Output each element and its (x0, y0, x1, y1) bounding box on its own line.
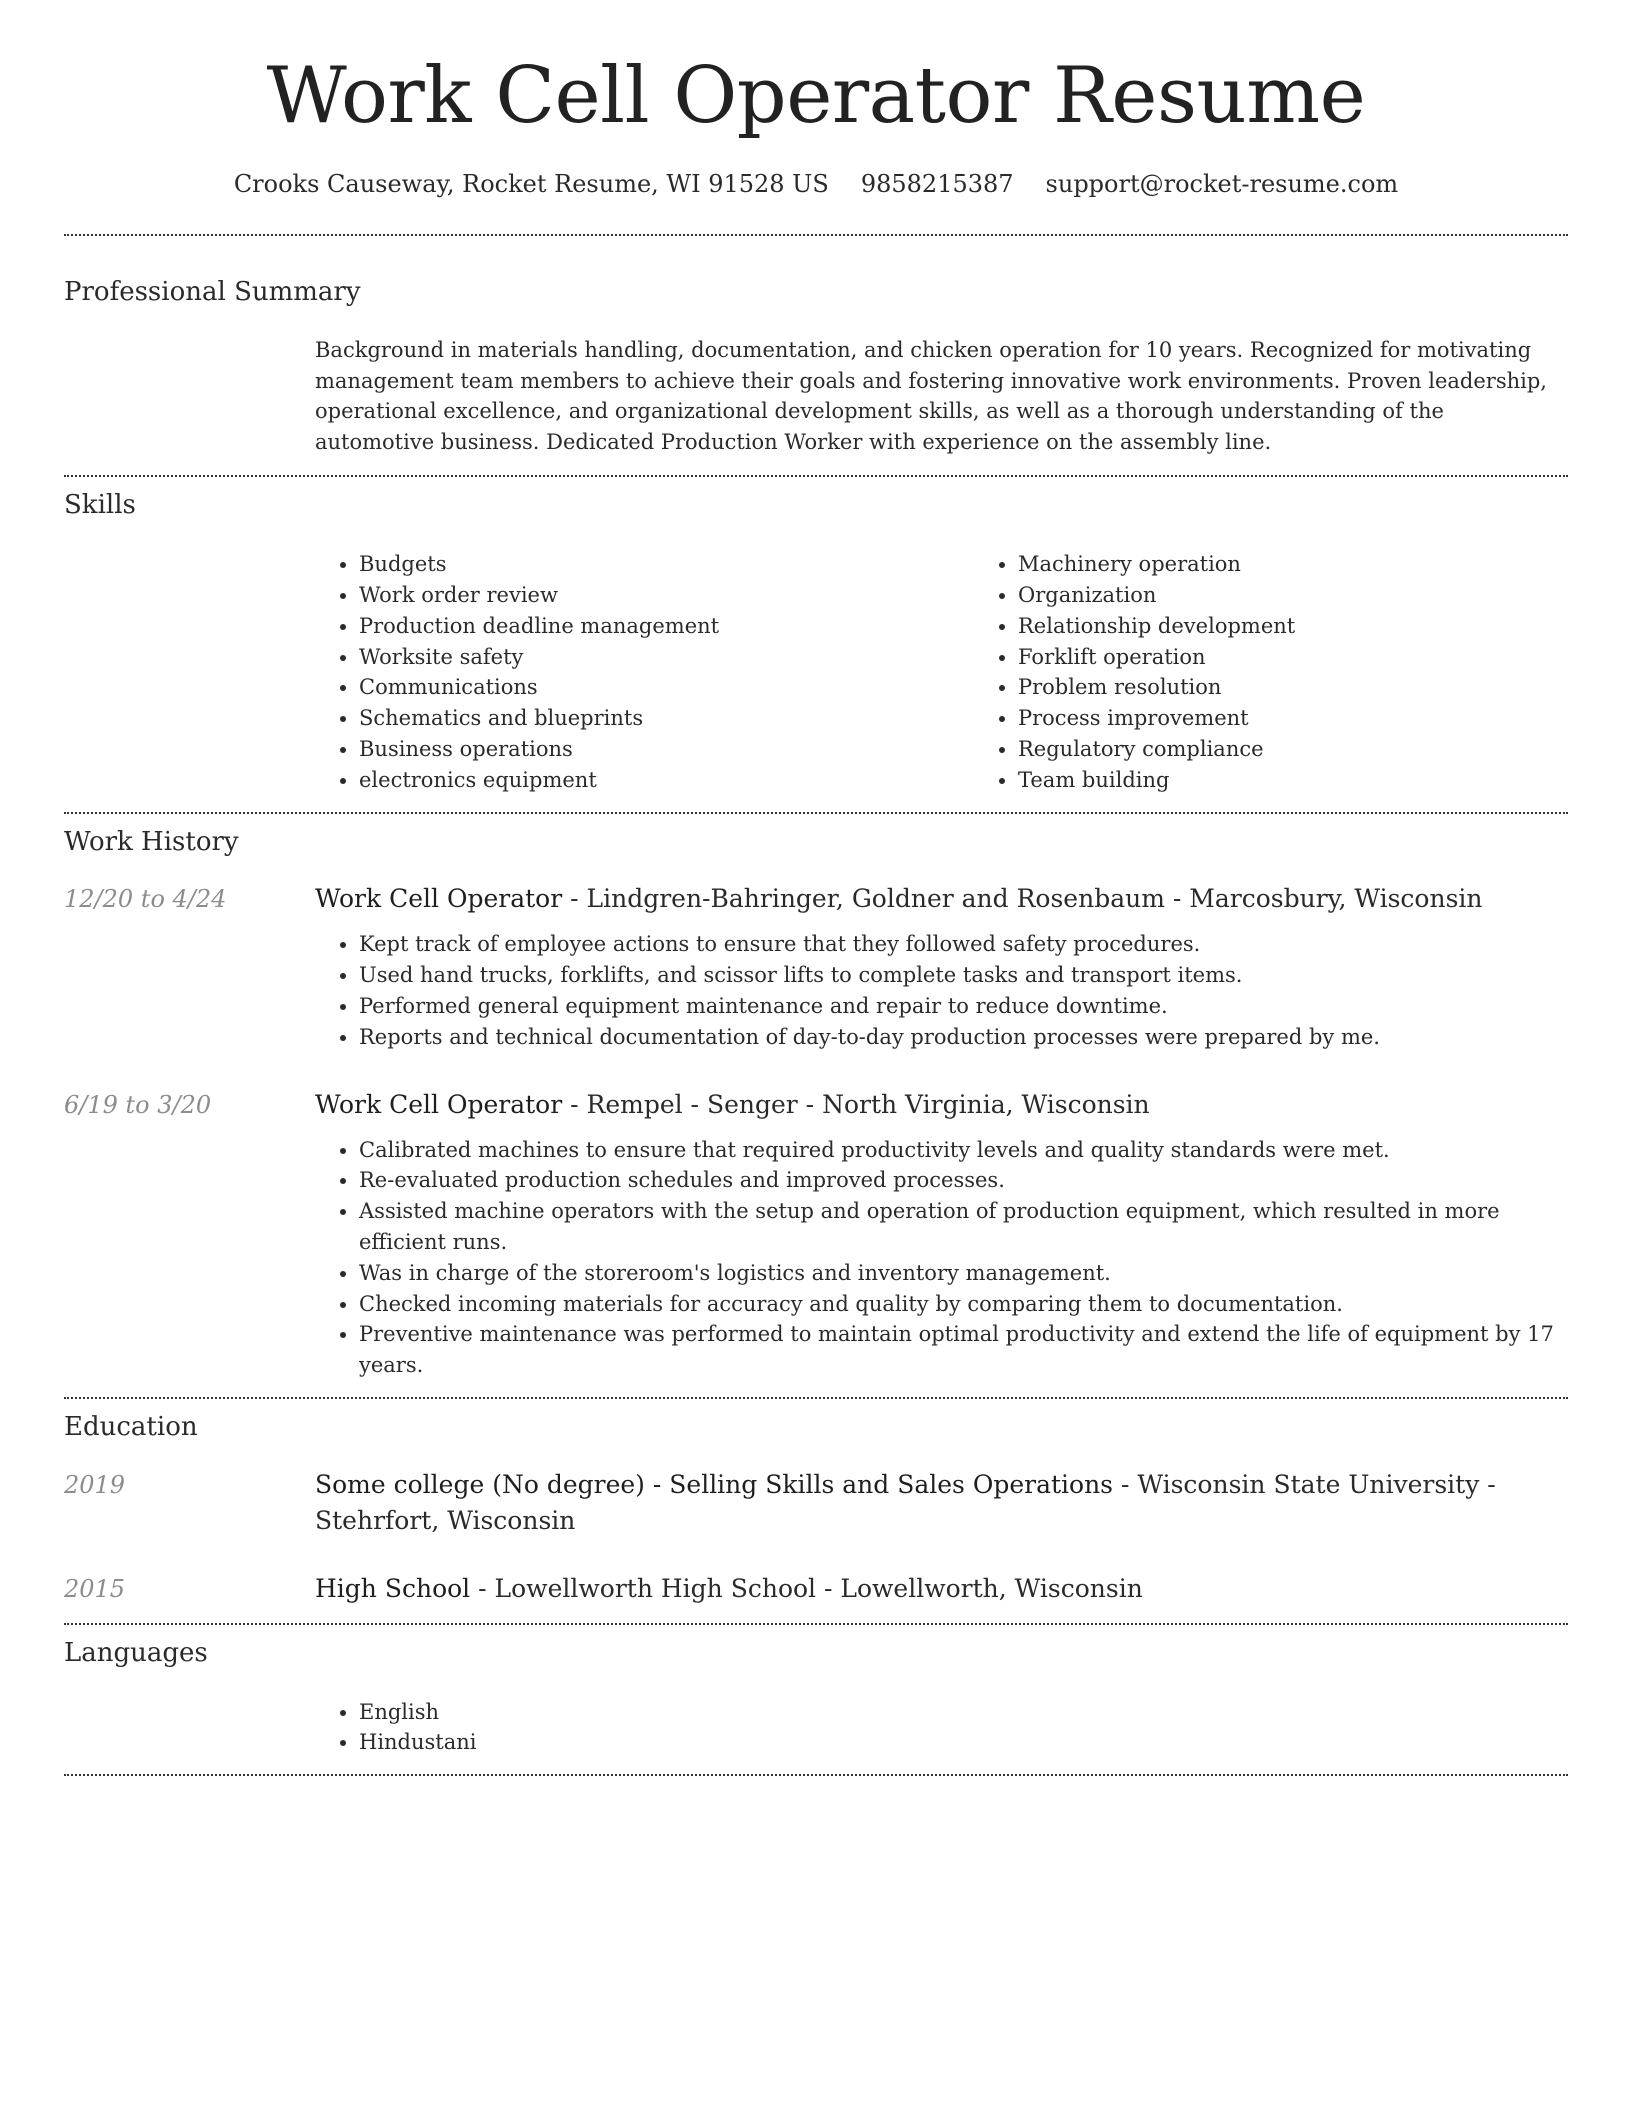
list-item: • electronics equipment (359, 765, 974, 796)
education-degree: High School (315, 1573, 471, 1603)
education-section (64, 1399, 1568, 1623)
list-item: • Regulatory compliance (1018, 734, 1568, 765)
list-item: • Reports and technical documentation of day-to-day production processes were prepared by me. (359, 1022, 1568, 1053)
list-item: • Work order review (359, 580, 974, 611)
summary-heading: Professional Summary (64, 276, 361, 307)
education-entry (64, 1571, 1568, 1607)
list-item: • Problem resolution (1018, 672, 1568, 703)
skills-list-left (315, 549, 974, 795)
section-divider (64, 1774, 1568, 1776)
education-heading-line (315, 1467, 1568, 1539)
job-role: Work Cell Operator (315, 1089, 563, 1119)
summary-section (64, 236, 1568, 476)
languages-section (64, 1625, 1568, 1774)
list-item: • Assisted machine operators with the setup and operation of production equipment, which resulted in more efficient runs. (359, 1196, 1568, 1258)
job-bullets (315, 1135, 1568, 1381)
job-heading (315, 881, 1568, 917)
list-item: • Business operations (359, 734, 974, 765)
education-school: - Wisconsin State University - Stehrfort, Wisconsin (315, 1469, 1496, 1535)
list-item: • Schematics and blueprints (359, 703, 974, 734)
list-item: • English (359, 1697, 1568, 1728)
resume-header (64, 0, 1568, 198)
resume-title: Work Cell Operator Resume (266, 51, 1366, 141)
job-heading (315, 1087, 1568, 1123)
list-item: • Forklift operation (1018, 642, 1568, 673)
work-heading: Work History (64, 826, 239, 857)
education-school: - Lowellworth High School - Lowellworth, Wisconsin (470, 1573, 1143, 1603)
list-item: • Relationship development (1018, 611, 1568, 642)
list-item: • Production deadline management (359, 611, 974, 642)
job-employer: - Lindgren-Bahringer, Goldner and Rosenbaum - Marcosbury, Wisconsin (562, 884, 1483, 914)
job-entry (64, 1087, 1568, 1381)
list-item: • Calibrated machines to ensure that required productivity levels and quality standards were met. (359, 1135, 1568, 1166)
languages-list (315, 1697, 1568, 1759)
list-item: • Preventive maintenance was performed to maintain optimal productivity and extend the life of equipment by 17 years. (359, 1319, 1568, 1381)
list-item: • Team building (1018, 765, 1568, 796)
skills-heading: Skills (64, 490, 136, 521)
list-item: • Used hand trucks, forklifts, and scissor lifts to complete tasks and transport items. (359, 960, 1568, 991)
job-employer: - Rempel - Senger - North Virginia, Wisconsin (562, 1089, 1150, 1119)
education-heading-line (315, 1571, 1568, 1607)
work-section (64, 814, 1568, 1397)
job-role: Work Cell Operator (315, 884, 563, 914)
list-item: • Worksite safety (359, 642, 974, 673)
job-entry (64, 881, 1568, 1052)
list-item: • Machinery operation (1018, 549, 1568, 580)
education-date: 2019 (64, 1470, 126, 1499)
contact-address: Crooks Causeway, Rocket Resume, WI 91528 US (233, 169, 829, 198)
list-item: • Organization (1018, 580, 1568, 611)
list-item: • Was in charge of the storeroom's logistics and inventory management. (359, 1258, 1568, 1289)
list-item: • Process improvement (1018, 703, 1568, 734)
education-degree: Some college (No degree) - Selling Skills and Sales Operations (315, 1469, 1113, 1499)
skills-list-right (974, 549, 1568, 795)
list-item: • Kept track of employee actions to ensure that they followed safety procedures. (359, 929, 1568, 960)
education-entry (64, 1467, 1568, 1539)
list-item: • Communications (359, 672, 974, 703)
list-item: • Budgets (359, 549, 974, 580)
list-item: • Re-evaluated production schedules and improved processes. (359, 1165, 1568, 1196)
contact-email: support@rocket-resume.com (1045, 169, 1399, 198)
education-heading: Education (64, 1411, 198, 1442)
list-item: • Hindustani (359, 1727, 1568, 1758)
skills-section (64, 477, 1568, 811)
contact-phone: 9858215387 (860, 169, 1014, 198)
list-item: • Performed general equipment maintenance and repair to reduce downtime. (359, 991, 1568, 1022)
languages-heading: Languages (64, 1637, 208, 1668)
job-date: 6/19 to 3/20 (64, 1090, 212, 1119)
list-item: • Checked incoming materials for accuracy and quality by comparing them to documentation. (359, 1289, 1568, 1320)
summary-text: Background in materials handling, documentation, and chicken operation for 10 years. Recognized for motivating management team members to achieve their goals and fostering innovative work environments. Proven leadership, operational excellence, and organizational development skills, as well as a thorough understanding of the automotive business. Dedicated Production Worker with experience on the assembly line. (315, 338, 1547, 454)
contact-line (64, 170, 1568, 198)
job-bullets (315, 929, 1568, 1052)
education-date: 2015 (64, 1574, 126, 1603)
job-date: 12/20 to 4/24 (64, 885, 227, 914)
